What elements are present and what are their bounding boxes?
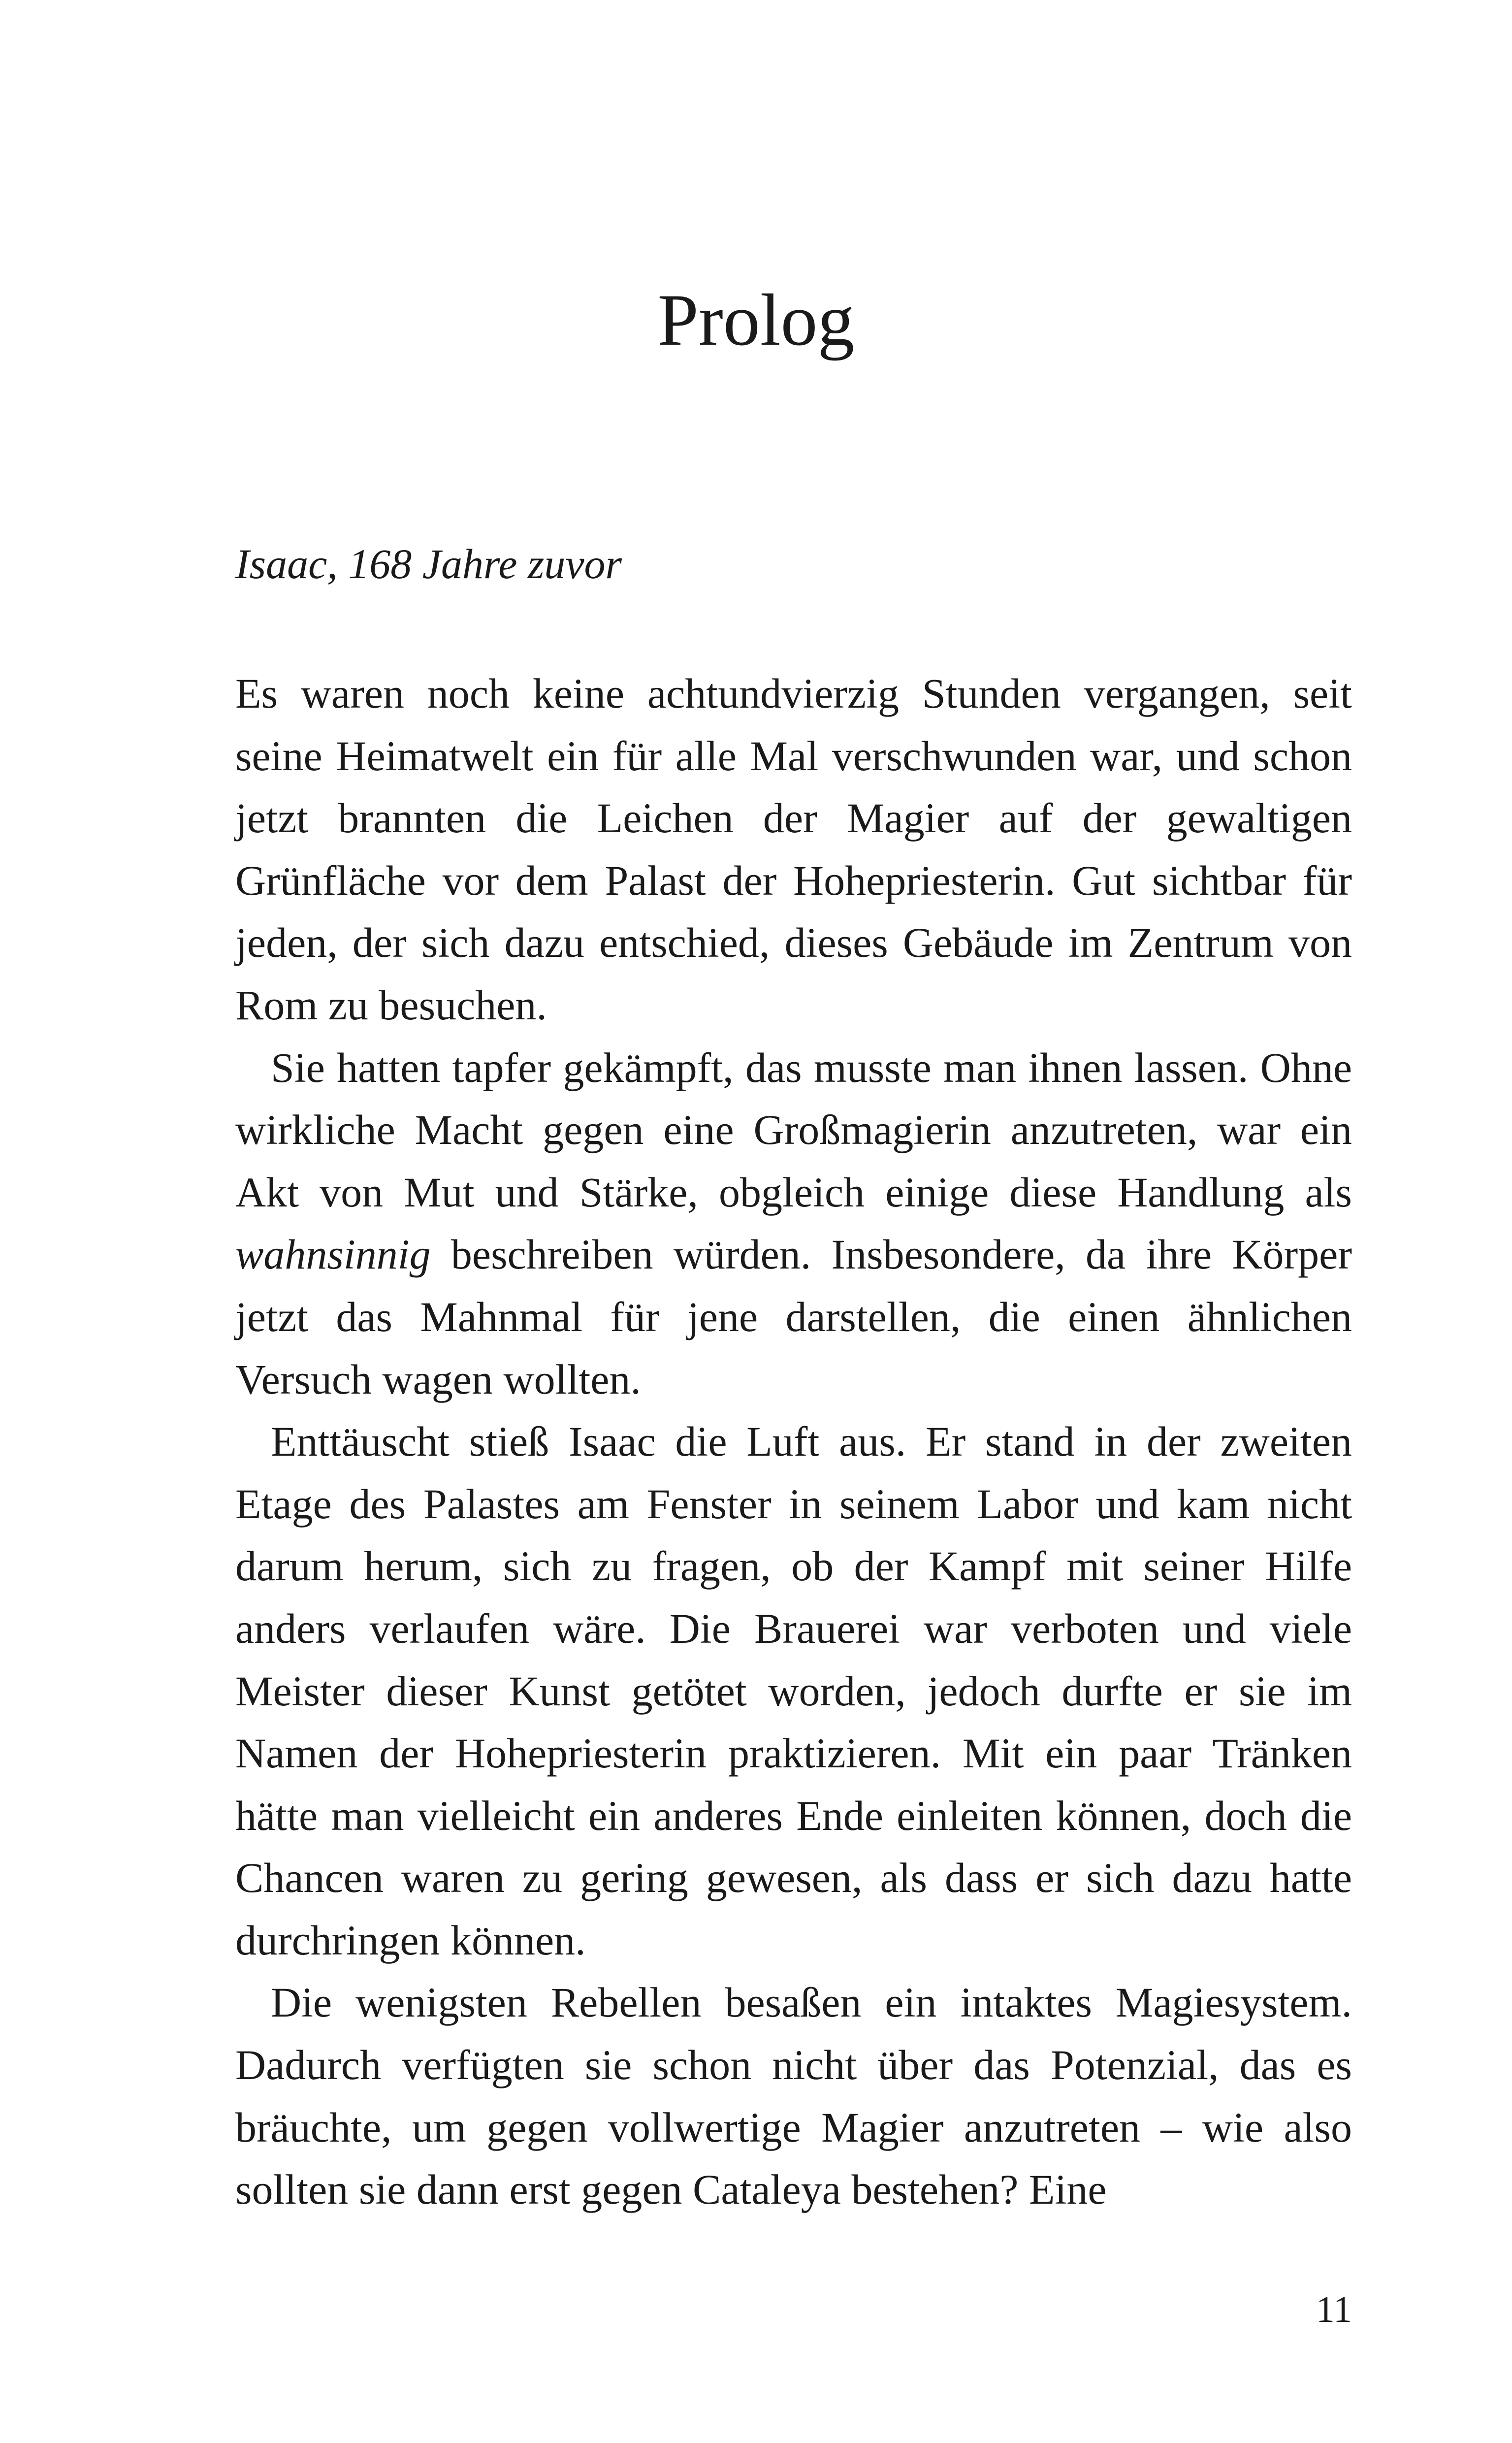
chapter-title: Prolog	[657, 279, 855, 361]
paragraph-4: Die wenigsten Rebellen besaßen ein intaktes Magiesystem. Dadurch verfügten sie schon nicht über das Potenzial, das es bräuchte, um gegen vollwertige Magier anzutreten – wie also sollten sie dann erst gegen Cataleya bestehen? Eine	[235, 1979, 1352, 2214]
paragraph-3: Enttäuscht stieß Isaac die Luft aus. Er stand in der zweiten Etage des Palastes am Fenster in seinem Labor und kam nicht darum herum, sich zu fragen, ob der Kampf mit seiner Hilfe anders verlaufen wäre. Die Brauerei war verboten und viele Meister dieser Kunst getötet worden, jedoch durfte er sie im Namen der Hohepriesterin praktizieren. Mit ein paar Tränken hätte man vielleicht ein anderes Ende einleiten können, doch die Chancen waren zu gering gewesen, als dass er sich dazu hatte durchringen können.	[235, 1418, 1352, 1964]
page-number: 11	[1316, 2289, 1352, 2330]
paragraph-1: Es waren noch keine achtundvierzig Stunden vergangen, seit seine Heimatwelt ein für alle Mal verschwunden war, und schon jetzt brannten die Leichen der Magier auf der gewaltigen Grünfläche vor dem Palast der Hohepriesterin. Gut sichtbar für jeden, der sich dazu entschied, dieses Gebäude im Zentrum von Rom zu besuchen.	[235, 670, 1352, 1029]
paragraph-2-text-a: Sie hatten tapfer gekämpft, das musste man ihnen lassen. Ohne wirkliche Macht gegen eine Großmagierin anzutreten, war ein Akt von Mut und Stärke, obgleich einige diese Handlung als	[235, 1043, 1352, 1216]
paragraph-2-text-b: beschreiben würden. Insbesondere, da ihre Körper jetzt das Mahnmal für jene darstellen, die einen ähnlichen Versuch wagen wollten.	[235, 1231, 1352, 1403]
emphasized-word: wahnsinnig	[235, 1231, 431, 1278]
paragraph-2	[235, 1037, 1352, 1411]
chapter-subtitle: Isaac, 168 Jahre zuvor	[235, 540, 622, 587]
body-text	[235, 662, 1352, 2221]
